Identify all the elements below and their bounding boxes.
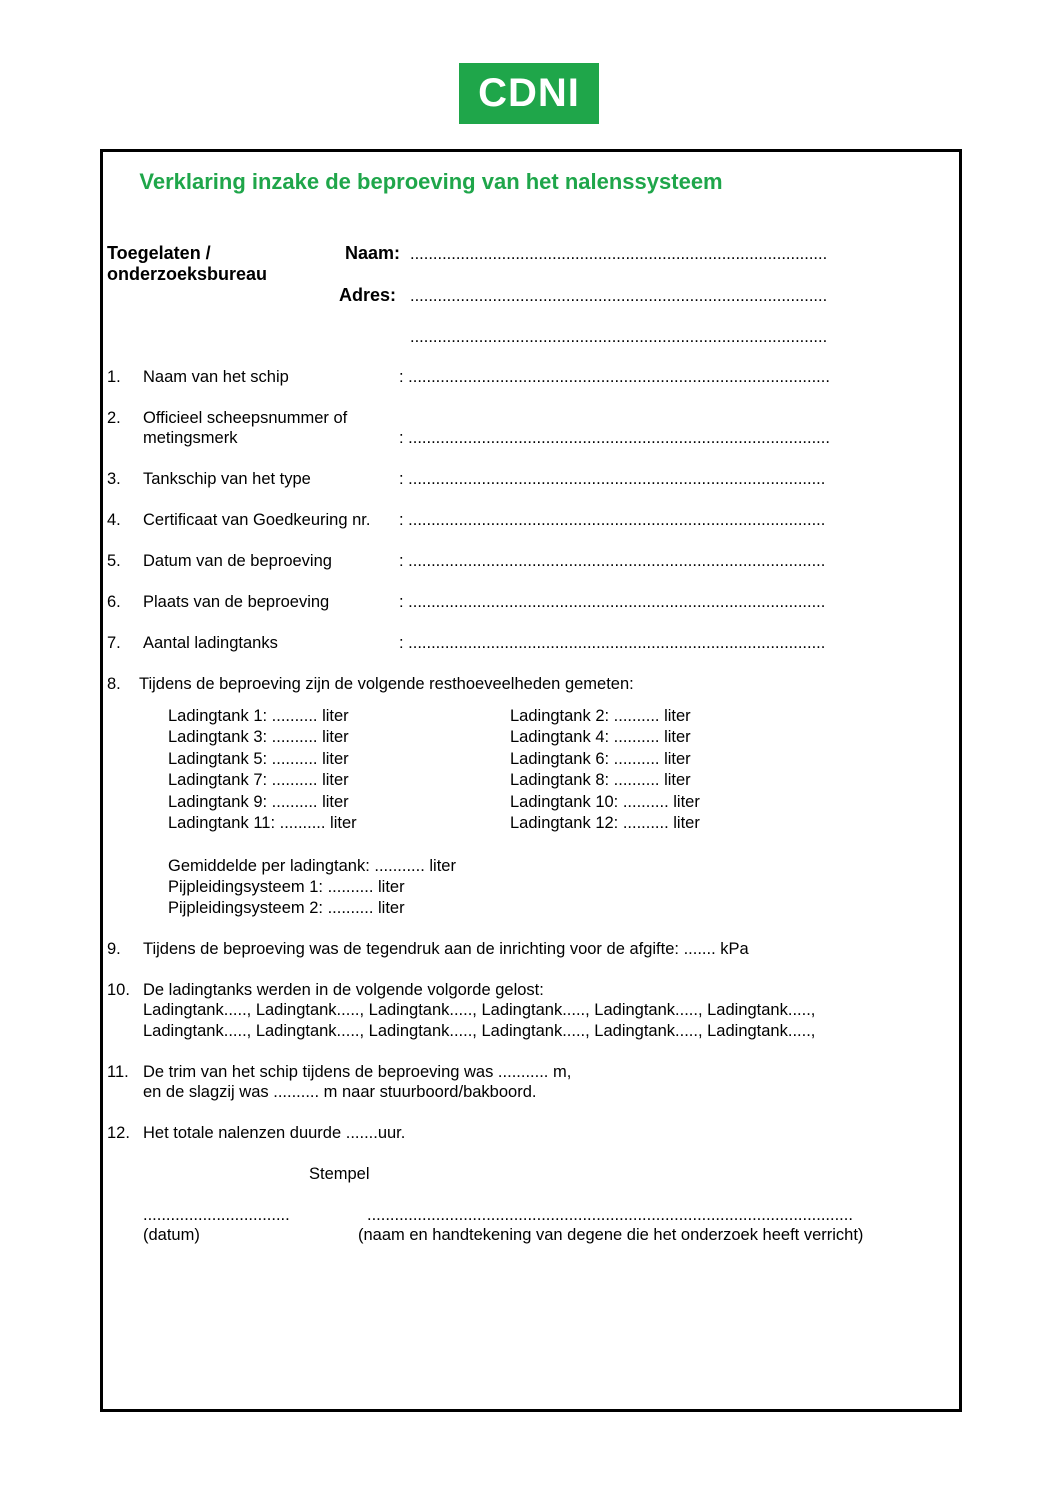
unloading-order-intro: De ladingtanks werden in de volgende volgorde gelost: [143, 981, 544, 999]
certificate-field[interactable]: : ........................................................................................... [399, 511, 826, 529]
item-number: 12. [107, 1124, 130, 1142]
unloading-order-line2[interactable]: Ladingtank....., Ladingtank....., Ladingtank....., Ladingtank....., Ladingtank....., Ladingtank....., [143, 1022, 816, 1040]
item-number: 8. [107, 675, 121, 693]
tank-residual-field[interactable]: Ladingtank 3: .......... liter [168, 728, 349, 746]
tank-residual-field[interactable]: Ladingtank 11: .......... liter [168, 814, 357, 832]
item-number: 6. [107, 593, 121, 611]
list-field[interactable]: en de slagzij was .......... m naar stuurboord/bakboord. [143, 1083, 537, 1101]
test-place-field[interactable]: : ........................................................................................... [399, 593, 826, 611]
cdni-logo: CDNI [459, 63, 599, 124]
trim-field[interactable]: De trim van het schip tijdens de beproeving was ........... m, [143, 1063, 572, 1081]
form-title: Verklaring inzake de beproeving van het nalenssysteem [139, 169, 723, 194]
tank-residual-field[interactable]: Ladingtank 12: .......... liter [510, 814, 700, 832]
ship-number-label-line2: metingsmerk [143, 429, 238, 447]
average-per-tank-field[interactable]: Gemiddelde per ladingtank: ........... liter [168, 857, 456, 875]
test-date-label: Datum van de beproeving [143, 552, 332, 570]
item-number: 3. [107, 470, 121, 488]
adres-field-line2[interactable]: ........................................................................................... [410, 328, 828, 346]
stamp-label: Stempel [309, 1165, 370, 1183]
item-number: 9. [107, 940, 121, 958]
tank-residual-field[interactable]: Ladingtank 5: .......... liter [168, 750, 349, 768]
name-signature-field[interactable]: .......................................................................................................... [367, 1206, 853, 1224]
date-signature-field[interactable]: ................................ [143, 1206, 290, 1224]
bureau-label-line1: Toegelaten / [107, 243, 211, 263]
tank-count-field[interactable]: : ........................................................................................... [399, 634, 826, 652]
tank-residual-field[interactable]: Ladingtank 8: .......... liter [510, 771, 691, 789]
name-signature-caption: (naam en handtekening van degene die het onderzoek heeft verricht) [358, 1226, 864, 1244]
ship-name-field[interactable]: : ............................................................................................ [399, 368, 830, 386]
tank-count-label: Aantal ladingtanks [143, 634, 278, 652]
item-number: 11. [107, 1063, 129, 1081]
item-number: 7. [107, 634, 121, 652]
test-place-label: Plaats van de beproeving [143, 593, 330, 611]
adres-label: Adres: [338, 285, 396, 305]
test-date-field[interactable]: : ........................................................................................... [399, 552, 826, 570]
tank-residual-field[interactable]: Ladingtank 4: .......... liter [510, 728, 691, 746]
naam-label: Naam: [344, 243, 400, 263]
tank-residual-field[interactable]: Ladingtank 1: .......... liter [168, 707, 349, 725]
item-number: 2. [107, 409, 121, 427]
item-number: 4. [107, 511, 121, 529]
residual-quantities-intro: Tijdens de beproeving zijn de volgende resthoeveelheden gemeten: [139, 675, 634, 693]
ship-name-label: Naam van het schip [143, 368, 289, 386]
naam-field[interactable]: ........................................................................................... [410, 245, 828, 263]
certificate-label: Certificaat van Goedkeuring nr. [143, 511, 371, 529]
item-number: 1. [107, 368, 121, 386]
back-pressure-field[interactable]: Tijdens de beproeving was de tegendruk aan de inrichting voor de afgifte: ....... kPa [143, 940, 749, 958]
tanker-type-field[interactable]: : ........................................................................................... [399, 470, 826, 488]
ship-number-label-line1: Officieel scheepsnummer of [143, 409, 348, 427]
tank-residual-field[interactable]: Ladingtank 9: .......... liter [168, 793, 349, 811]
tank-residual-field[interactable]: Ladingtank 6: .......... liter [510, 750, 691, 768]
date-caption: (datum) [143, 1226, 200, 1244]
ship-number-field[interactable]: : ............................................................................................ [399, 429, 830, 447]
adres-field[interactable]: ........................................................................................... [410, 287, 828, 305]
item-number: 10. [107, 981, 130, 999]
piping-system-1-field[interactable]: Pijpleidingsysteem 1: .......... liter [168, 878, 405, 896]
bureau-label-line2: onderzoeksbureau [107, 264, 268, 284]
tank-residual-field[interactable]: Ladingtank 10: .......... liter [510, 793, 700, 811]
unloading-order-line1[interactable]: Ladingtank....., Ladingtank....., Ladingtank....., Ladingtank....., Ladingtank....., Ladingtank....., [143, 1001, 816, 1019]
item-number: 5. [107, 552, 121, 570]
tanker-type-label: Tankschip van het type [143, 470, 311, 488]
piping-system-2-field[interactable]: Pijpleidingsysteem 2: .......... liter [168, 899, 405, 917]
tank-residual-field[interactable]: Ladingtank 2: .......... liter [510, 707, 691, 725]
tank-residual-field[interactable]: Ladingtank 7: .......... liter [168, 771, 349, 789]
stripping-duration-field[interactable]: Het totale nalenzen duurde .......uur. [143, 1124, 406, 1142]
